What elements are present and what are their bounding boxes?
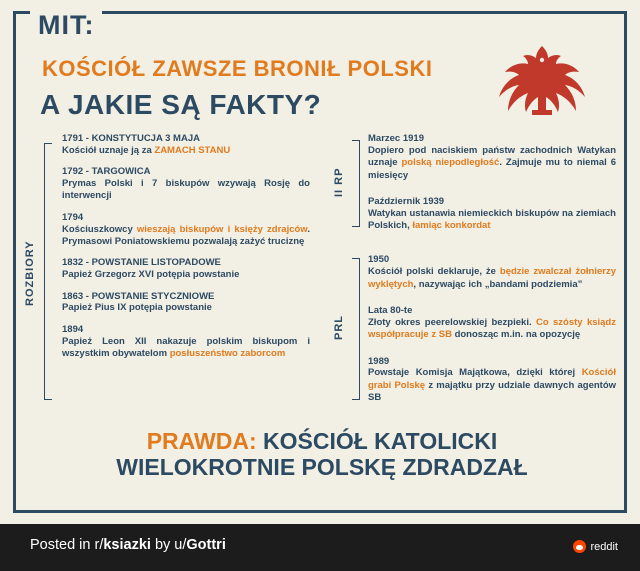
- entry-highlight: ZAMACH STANU: [154, 144, 231, 156]
- list-item: [368, 254, 616, 291]
- entry-body: [62, 269, 310, 281]
- entry-text-post: . Prymasowi Poniatowskiemu pozwalają zażyć truciznę: [62, 223, 310, 247]
- list-item: [62, 291, 310, 315]
- entry-body: [62, 336, 310, 361]
- entry-body: [368, 266, 616, 291]
- by-label: by u/: [150, 537, 187, 553]
- right-bracket-iirp: [352, 140, 360, 227]
- entry-body: [368, 145, 616, 182]
- entry-head: 1791 - KONSTYTUCJA 3 MAJA: [62, 133, 200, 144]
- conclusion-rest-1: KOŚCIÓŁ KATOLICKI: [256, 428, 498, 454]
- entry-body: [62, 302, 310, 314]
- entry-text-post: z majątku przy udziale dawnych agentów SB: [368, 379, 617, 404]
- entry-highlight: wieszają biskupów i księży zdrajców: [136, 223, 308, 235]
- attribution-bar: [0, 524, 640, 571]
- list-item: [368, 133, 616, 182]
- entry-text-post: , nazywając ich „bandami podziemia”: [413, 278, 583, 290]
- page-title: A JAKIE SĄ FAKTY?: [40, 89, 322, 120]
- entry-head: 1794: [62, 211, 84, 223]
- post-attribution: [30, 537, 226, 553]
- entry-head: 1989: [368, 355, 390, 367]
- right-section-label-iirp: II RP: [333, 167, 345, 198]
- right-section-label-prl: PRL: [333, 315, 345, 340]
- entry-highlight: Kościół grabi Polskę: [368, 367, 616, 391]
- entry-head: 1950: [368, 254, 390, 266]
- entry-text: Prymas Polski i 7 biskupów wzywają Rosję do interwencji: [62, 178, 310, 202]
- list-item: [62, 324, 310, 361]
- entry-body: [62, 178, 310, 203]
- entry-head: 1792 - TARGOWICA: [62, 166, 151, 178]
- left-bracket: [44, 143, 52, 400]
- right-bracket-prl: [352, 258, 360, 400]
- entry-highlight: będzie zwalczał żołnierzy wyklętych: [368, 266, 616, 290]
- entry-text: Papież Leon XII nakazuje polskim biskupom i wszystkim obywatelom: [62, 335, 310, 359]
- conclusion-line-1: [22, 429, 622, 455]
- reddit-logo-icon: [573, 540, 586, 553]
- list-item: [62, 133, 310, 157]
- timeline-left: [62, 133, 310, 369]
- entry-head: 1894: [62, 323, 84, 335]
- entry-body: [368, 367, 616, 404]
- entry-highlight: polską niepodległość: [401, 157, 500, 169]
- entry-text: Papież Pius IX potępia powstanie: [62, 302, 212, 314]
- entry-text: Kościół polski deklaruje, że: [368, 266, 500, 278]
- conclusion-lead: PRAWDA:: [146, 428, 257, 454]
- reddit-wordmark: reddit: [590, 540, 618, 553]
- myth-text: KOŚCIÓŁ ZAWSZE BRONIŁ POLSKI: [42, 56, 433, 81]
- entry-body: [62, 224, 310, 249]
- entry-text: Złoty okres peerelowskiej bezpieki.: [368, 316, 536, 328]
- entry-highlight: posłuszeństwo zaborcom: [169, 348, 286, 359]
- conclusion-line-2: WIELOKROTNIE POLSKĘ ZDRADZAŁ: [116, 453, 528, 480]
- subreddit-name[interactable]: ksiazki: [103, 537, 151, 553]
- list-item: [368, 196, 616, 233]
- entry-body: [368, 208, 616, 233]
- entry-highlight: Co szósty ksiądz współpracuje z SB: [368, 316, 616, 341]
- reddit-brand: [573, 540, 618, 553]
- entry-text: Papież Grzegorz XVI potępia powstanie: [62, 269, 240, 281]
- entry-text: Powstaje Komisja Majątkowa, dzięki której: [368, 367, 582, 379]
- entry-body: [62, 145, 310, 157]
- list-item: [368, 356, 616, 405]
- list-item: [62, 212, 310, 249]
- entry-text: Kościuszkowcy: [62, 223, 137, 235]
- entry-text: Kościół uznaje ją za: [62, 144, 155, 156]
- entry-head: 1863 - POWSTANIE STYCZNIOWE: [62, 290, 215, 302]
- list-item: [368, 305, 616, 342]
- entry-head: 1832 - POWSTANIE LISTOPADOWE: [62, 257, 221, 269]
- entry-head: Lata 80-te: [368, 305, 413, 317]
- entry-highlight: łamiąc konkordat: [412, 220, 491, 232]
- polish-eagle-icon: [492, 40, 592, 132]
- entry-text-post: . Zajmuje mu to niemal 6 miesięcy: [368, 157, 616, 181]
- list-item: [62, 166, 310, 203]
- conclusion: [22, 429, 622, 481]
- entry-text: Watykan ustanawia niemieckich biskupów na ziemiach Polskich,: [368, 207, 616, 232]
- left-section-label: ROZBIORY: [24, 240, 36, 306]
- entry-text: Dopiero pod naciskiem państw zachodnich Watykan uznaje: [368, 144, 616, 169]
- myth-label: MIT:: [30, 10, 102, 41]
- timeline-right: [368, 133, 616, 414]
- username[interactable]: Gottri: [186, 537, 226, 553]
- list-item: [62, 257, 310, 281]
- entry-head: Październik 1939: [368, 195, 445, 207]
- posted-prefix: Posted in r/: [30, 537, 104, 553]
- entry-text-post: donosząc m.in. na opozycję: [451, 329, 581, 341]
- entry-body: [368, 317, 616, 342]
- entry-head: Marzec 1919: [368, 133, 424, 144]
